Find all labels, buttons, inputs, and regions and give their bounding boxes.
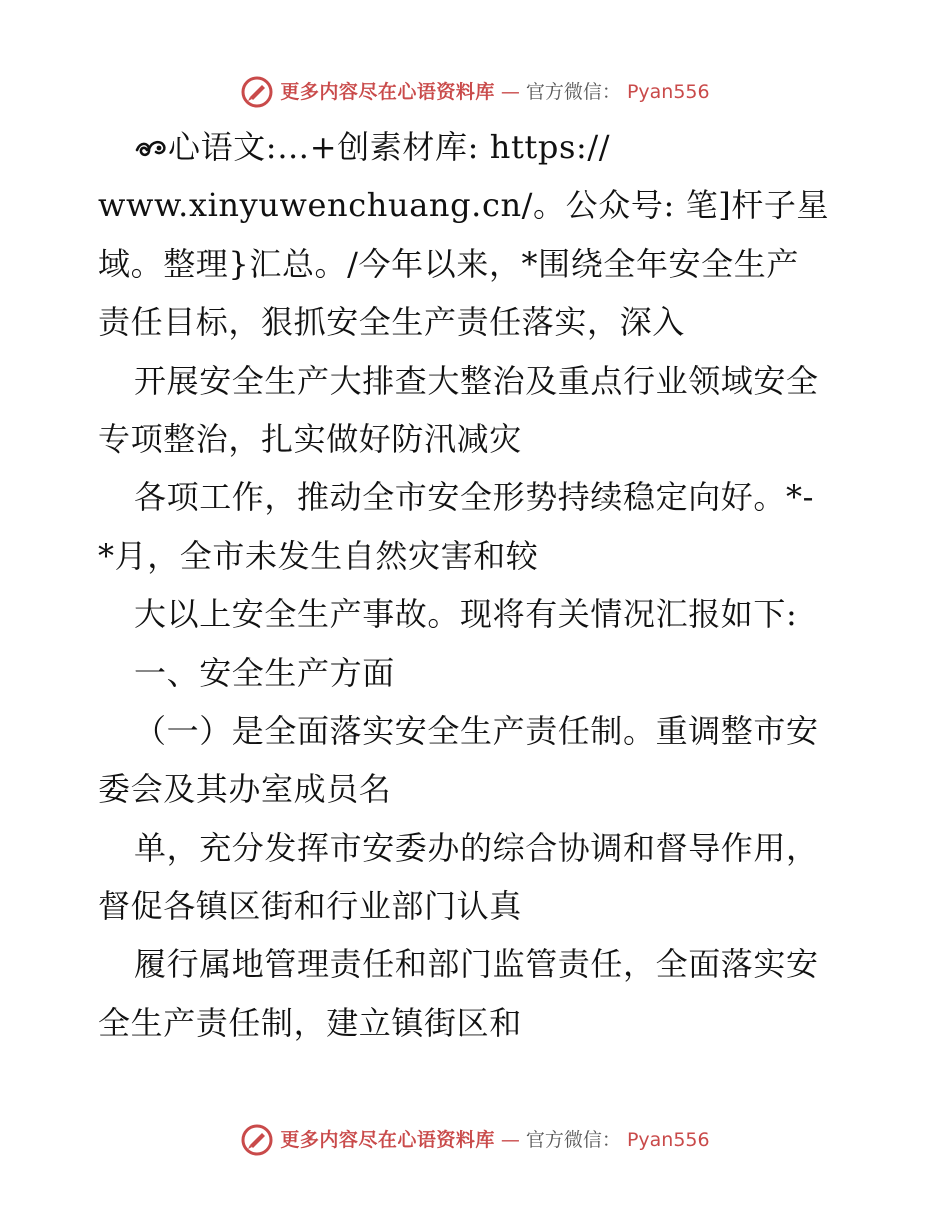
watermark-dash: — [500,80,520,103]
body-line-8: *月，全市未发生自然灾害和较 [98,536,539,575]
body-line-7: 各项工作，推动全市安全形势持续稳定向好。*- [134,478,815,517]
watermark-wechat-label: 官方微信： [525,80,621,103]
footer-watermark [0,1120,950,1160]
body-line-2: www.xinyuwenchuang.cn/。公众号: 笔]杆子星 [98,186,830,225]
body-line-9: 大以上安全生产事故。现将有关情况汇报如下: [134,595,798,634]
watermark-text: 更多内容尽在心语资料库 [280,1128,495,1151]
body-line-3: 域。整理}汇总。/今年以来，*围绕全年安全生产 [98,244,799,283]
body-line-5: 开展安全生产大排查大整治及重点行业领域安全 [134,361,819,400]
document-body [98,118,858,1052]
watermark-wechat-label: 官方微信： [525,1128,621,1151]
seal-logo-icon [240,1123,274,1157]
body-line-15: 履行属地管理责任和部门监管责任，全面落实安 [134,945,819,984]
body-line-12: 委会及其办室成员名 [98,770,392,809]
watermark-wechat-id: Pyan556 [626,1128,710,1151]
body-line-11: （一）是全面落实安全生产责任制。重调整市安 [134,711,819,750]
body-line-1 [98,118,858,176]
flower-icon [134,136,168,160]
body-line-14: 督促各镇区街和行业部门认真 [98,887,522,926]
seal-logo-icon [240,75,274,109]
body-line-1-text: 心语文:…+创素材库: https:// [168,128,611,166]
section-heading: 一、安全生产方面 [134,653,395,692]
watermark-text: 更多内容尽在心语资料库 [280,80,495,103]
body-line-13: 单，充分发挥市安委办的综合协调和督导作用， [134,828,819,867]
body-line-6: 专项整治，扎实做好防汛减灾 [98,419,522,458]
watermark-wechat-id: Pyan556 [626,80,710,103]
body-line-16: 全生产责任制，建立镇街区和 [98,1003,522,1042]
watermark-dash: — [500,1128,520,1151]
header-watermark [0,72,950,112]
body-line-4: 责任目标，狠抓安全生产责任落实，深入 [98,303,685,342]
